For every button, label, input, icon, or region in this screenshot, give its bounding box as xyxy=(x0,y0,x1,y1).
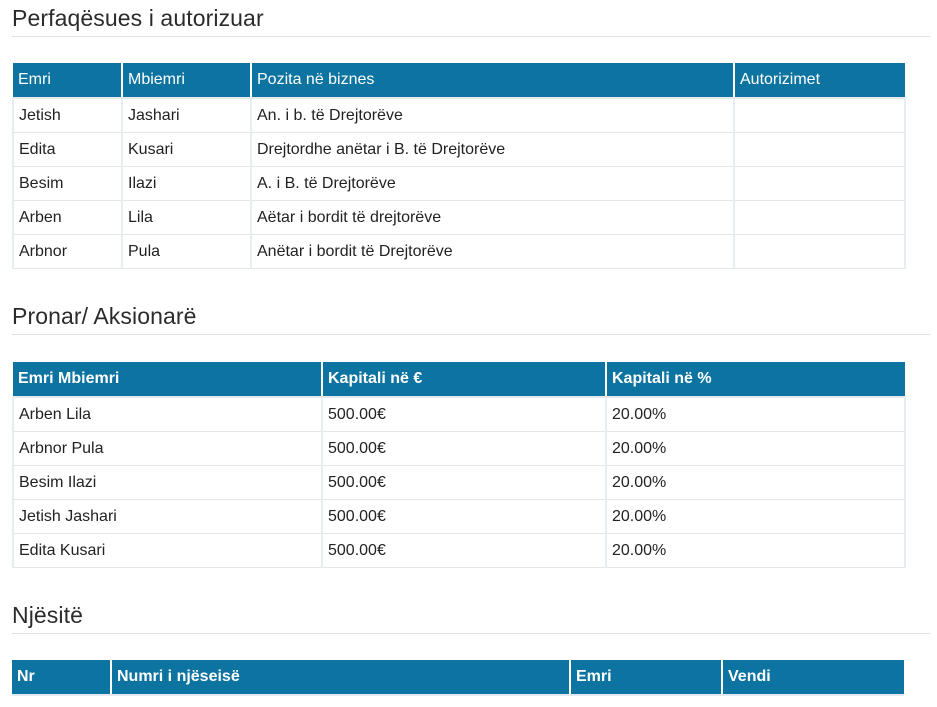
cell-pozita: Anëtar i bordit të Drejtorëve xyxy=(251,235,734,269)
cell-mbiemri: Pula xyxy=(122,235,251,269)
column-header-emri[interactable]: Emri xyxy=(13,63,122,98)
column-header-autorizimet[interactable]: Autorizimet xyxy=(734,63,905,98)
cell-kapitali-percent: 20.00% xyxy=(606,397,905,432)
cell-kapitali-euro: 500.00€ xyxy=(322,500,606,534)
cell-kapitali-percent: 20.00% xyxy=(606,466,905,500)
cell-autorizimet xyxy=(734,235,905,269)
cell-emri: Edita xyxy=(13,133,122,167)
cell-mbiemri: Ilazi xyxy=(122,167,251,201)
cell-pozita: Drejtordhe anëtar i B. të Drejtorëve xyxy=(251,133,734,167)
cell-emri-mbiemri: Arbnor Pula xyxy=(13,432,322,466)
cell-kapitali-euro: 500.00€ xyxy=(322,534,606,568)
cell-autorizimet xyxy=(734,167,905,201)
owners-title: Pronar/ Aksionarë xyxy=(12,298,930,335)
table-row xyxy=(13,235,905,269)
cell-emri-mbiemri: Edita Kusari xyxy=(13,534,322,568)
column-header-mbiemri[interactable]: Mbiemri xyxy=(122,63,251,98)
cell-emri-mbiemri: Jetish Jashari xyxy=(13,500,322,534)
cell-mbiemri: Kusari xyxy=(122,133,251,167)
units-table xyxy=(12,660,904,696)
cell-autorizimet xyxy=(734,201,905,235)
cell-kapitali-percent: 20.00% xyxy=(606,534,905,568)
cell-autorizimet xyxy=(734,98,905,133)
column-header-vendi[interactable]: Vendi xyxy=(722,660,904,695)
column-header-numri[interactable]: Numri i njëseisë xyxy=(111,660,570,695)
table-row xyxy=(13,500,905,534)
cell-kapitali-euro: 500.00€ xyxy=(322,466,606,500)
table-row xyxy=(13,432,905,466)
cell-emri: Arbnor xyxy=(13,235,122,269)
cell-emri: Jetish xyxy=(13,98,122,133)
owners-section xyxy=(12,298,930,559)
representatives-section xyxy=(12,0,930,260)
cell-autorizimet xyxy=(734,133,905,167)
table-header-row xyxy=(13,362,905,397)
cell-emri: Arben xyxy=(13,201,122,235)
representatives-title: Perfaqësues i autorizuar xyxy=(12,0,930,37)
cell-pozita: An. i b. të Drejtorëve xyxy=(251,98,734,133)
table-row xyxy=(13,201,905,235)
units-section xyxy=(12,597,930,685)
cell-emri-mbiemri: Besim Ilazi xyxy=(13,466,322,500)
table-header-row xyxy=(13,63,905,98)
column-header-kapitali-euro[interactable]: Kapitali në € xyxy=(322,362,606,397)
table-row xyxy=(13,133,905,167)
table-row xyxy=(13,397,905,432)
cell-kapitali-percent: 20.00% xyxy=(606,432,905,466)
cell-kapitali-euro: 500.00€ xyxy=(322,397,606,432)
representatives-table xyxy=(12,63,906,269)
cell-pozita: Aëtar i bordit të drejtorëve xyxy=(251,201,734,235)
column-header-emri[interactable]: Emri xyxy=(570,660,722,695)
cell-kapitali-percent: 20.00% xyxy=(606,500,905,534)
column-header-emri-mbiemri[interactable]: Emri Mbiemri xyxy=(13,362,322,397)
cell-kapitali-euro: 500.00€ xyxy=(322,432,606,466)
units-title: Njësitë xyxy=(12,597,930,634)
table-header-row xyxy=(12,660,904,695)
column-header-nr[interactable]: Nr xyxy=(12,660,111,695)
cell-mbiemri: Lila xyxy=(122,201,251,235)
cell-emri: Besim xyxy=(13,167,122,201)
owners-table xyxy=(12,362,906,568)
table-row xyxy=(13,167,905,201)
cell-mbiemri: Jashari xyxy=(122,98,251,133)
column-header-pozita[interactable]: Pozita në biznes xyxy=(251,63,734,98)
table-row xyxy=(13,466,905,500)
cell-pozita: A. i B. të Drejtorëve xyxy=(251,167,734,201)
table-row xyxy=(13,534,905,568)
cell-emri-mbiemri: Arben Lila xyxy=(13,397,322,432)
table-row xyxy=(13,98,905,133)
column-header-kapitali-percent[interactable]: Kapitali në % xyxy=(606,362,905,397)
